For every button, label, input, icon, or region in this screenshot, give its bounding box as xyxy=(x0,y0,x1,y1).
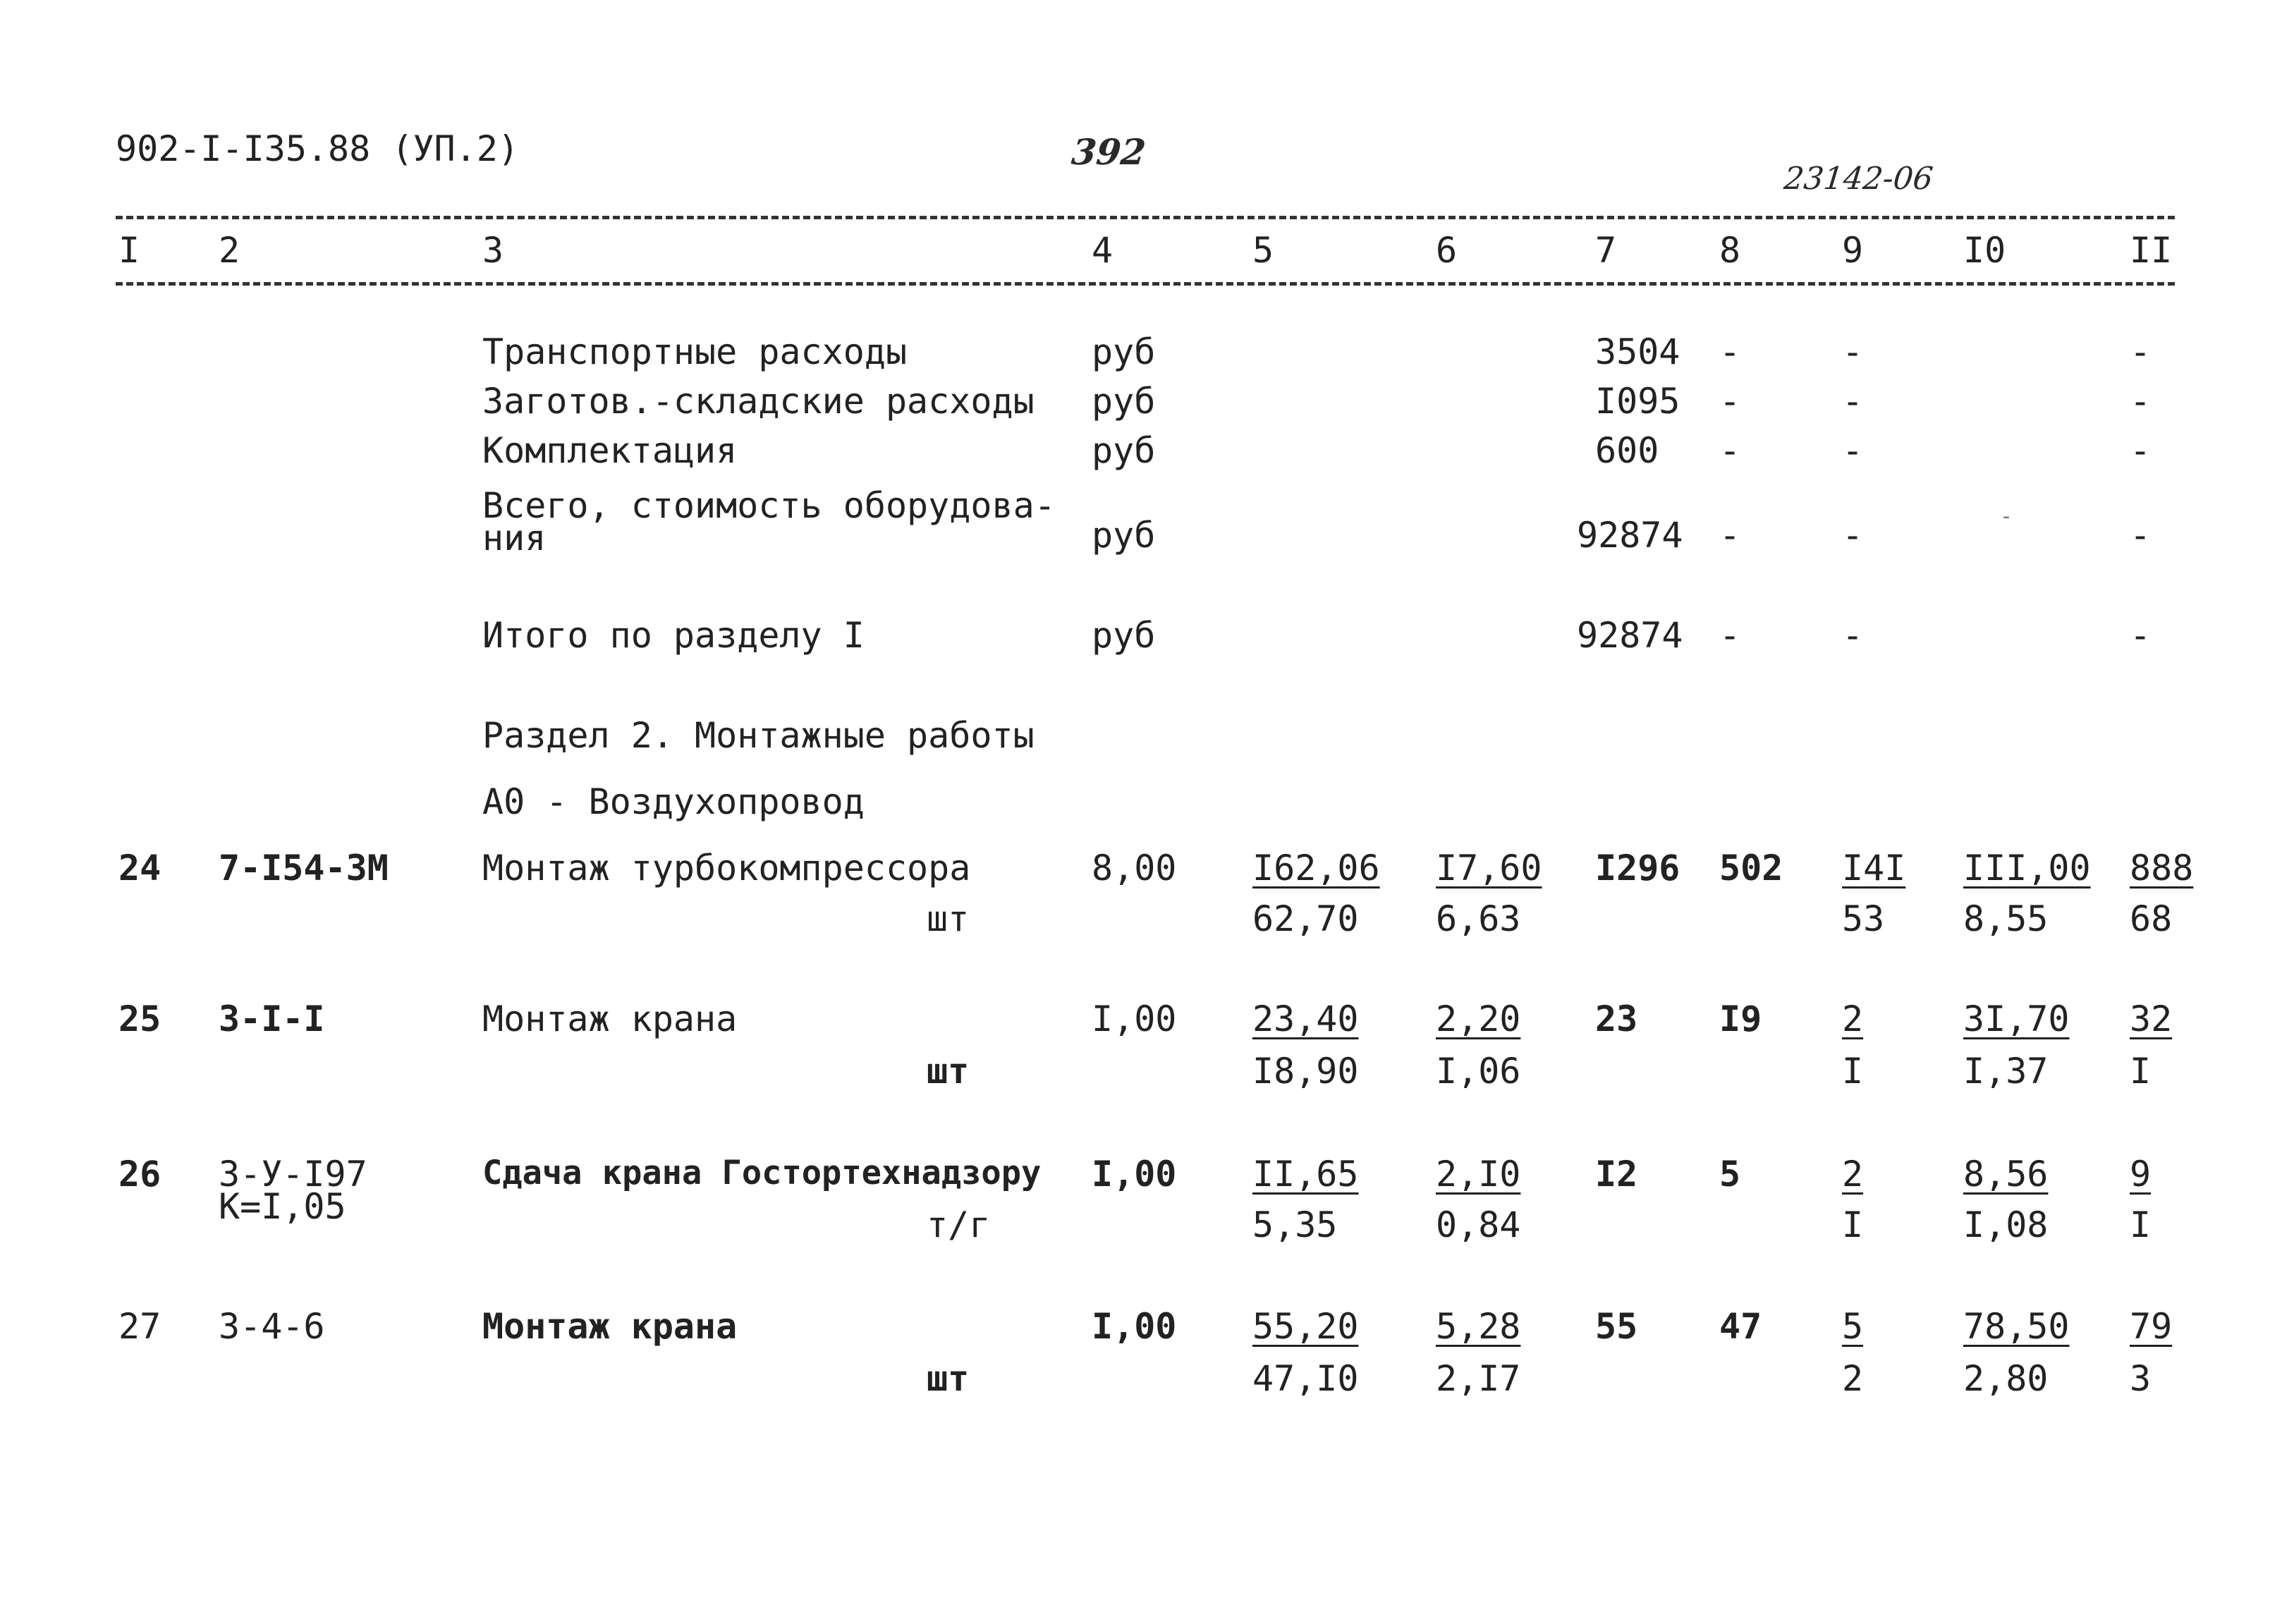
labor-unit: 78,50 xyxy=(1963,1306,2070,1347)
labor-total-machine: 68 xyxy=(2130,898,2173,939)
quantity: I,00 xyxy=(1092,1306,1177,1347)
machine-wages: 0,84 xyxy=(1436,1204,1521,1245)
cost-dash: - xyxy=(2130,515,2152,556)
machine-total-wages: I xyxy=(1842,1204,1864,1245)
cost-dash: - xyxy=(1842,515,1864,556)
cost-name: Всего, стоимость оборудова- xyxy=(482,485,1056,526)
cost-unit: руб xyxy=(1092,331,1156,372)
labor-unit: 3I,70 xyxy=(1963,999,2070,1039)
labor-unit-machine: 2,80 xyxy=(1963,1358,2049,1399)
total-cost: 23 xyxy=(1595,999,1638,1039)
cost-unit: руб xyxy=(1092,515,1156,556)
unit-cost-wages: 5,35 xyxy=(1252,1204,1338,1245)
labor-unit: III,00 xyxy=(1963,848,2091,889)
labor-unit: 8,56 xyxy=(1963,1154,2049,1195)
machine-total: 5 xyxy=(1842,1306,1864,1347)
row-number: 25 xyxy=(118,999,161,1039)
cost-dash: - xyxy=(1719,615,1741,656)
cost-value: 3504 xyxy=(1595,331,1680,372)
column-header: 7 xyxy=(1595,230,1617,271)
cost-value: 92874 xyxy=(1577,515,1683,556)
section-title: Раздел 2. Монтажные работы xyxy=(482,715,1035,756)
column-header: II xyxy=(2130,230,2173,271)
unit: шт xyxy=(927,898,970,939)
machine-total-wages: 53 xyxy=(1842,898,1885,939)
cost-dash: - xyxy=(1842,331,1864,372)
work-name: Монтаж крана xyxy=(482,1306,738,1347)
section-total-label: Итого по разделу I xyxy=(482,615,865,656)
cost-name: Транспортные расходы xyxy=(482,331,908,372)
cost-dash: - xyxy=(1719,515,1741,556)
labor-total-machine: I xyxy=(2130,1051,2152,1092)
cost-value: 92874 xyxy=(1577,615,1683,656)
unit-cost-total: 55,20 xyxy=(1252,1306,1359,1347)
cost-dash: - xyxy=(1842,615,1864,656)
norm-code: 3-У-I97 xyxy=(219,1154,367,1195)
header-bottom-rule xyxy=(116,282,2175,286)
machine-total: 2 xyxy=(1842,1154,1864,1195)
cost-name: Заготов.-складские расходы xyxy=(482,381,1035,422)
unit-cost-wages: 47,I0 xyxy=(1252,1358,1359,1399)
machine-wages: I,06 xyxy=(1436,1051,1521,1092)
machine-total-wages: I xyxy=(1842,1051,1864,1092)
total-cost: 55 xyxy=(1595,1306,1638,1347)
unit-cost-wages: 62,70 xyxy=(1252,898,1359,939)
cost-value: 600 xyxy=(1595,430,1659,471)
total-wages: 47 xyxy=(1719,1306,1762,1347)
labor-total: 32 xyxy=(2130,999,2173,1039)
cost-dash: - xyxy=(2130,381,2152,422)
unit-cost-total: I62,06 xyxy=(1252,848,1380,889)
labor-total: 79 xyxy=(2130,1306,2173,1347)
cost-dash: - xyxy=(1719,381,1741,422)
machine-cost: 5,28 xyxy=(1436,1306,1521,1347)
work-name: Монтаж турбокомпрессора xyxy=(482,848,971,889)
total-cost: I296 xyxy=(1595,848,1680,889)
column-header: I xyxy=(118,230,140,271)
machine-total: I4I xyxy=(1842,848,1906,889)
work-name: Сдача крана Гостортехнадзору xyxy=(482,1154,1042,1192)
cost-dash: - xyxy=(2130,615,2152,656)
quantity: 8,00 xyxy=(1092,848,1177,889)
cost-dash: - xyxy=(2130,430,2152,471)
unit: шт xyxy=(927,1051,970,1092)
column-header: 4 xyxy=(1092,230,1113,271)
total-wages: I9 xyxy=(1719,999,1762,1039)
header-top-rule xyxy=(116,216,2175,219)
machine-total-wages: 2 xyxy=(1842,1358,1864,1399)
column-header: 5 xyxy=(1252,230,1274,271)
page-number: 392 xyxy=(1069,131,1148,173)
norm-code: 3-4-6 xyxy=(219,1306,325,1347)
document-code: 902-I-I35.88 (УП.2) xyxy=(116,128,519,169)
cost-dash: - xyxy=(1719,331,1741,372)
unit: шт xyxy=(927,1358,970,1399)
machine-wages: 6,63 xyxy=(1436,898,1521,939)
row-number: 27 xyxy=(118,1306,161,1347)
labor-total-machine: 3 xyxy=(2130,1358,2152,1399)
unit-cost-total: II,65 xyxy=(1252,1154,1359,1195)
unit-cost-total: 23,40 xyxy=(1252,999,1359,1039)
unit-cost-wages: I8,90 xyxy=(1252,1051,1359,1092)
labor-unit-machine: 8,55 xyxy=(1963,898,2049,939)
subsection-title: А0 - Воздухопровод xyxy=(482,781,865,822)
column-header: 2 xyxy=(219,230,240,271)
labor-total: 888 xyxy=(2130,848,2194,889)
total-cost: I2 xyxy=(1595,1154,1638,1195)
unit: т/г xyxy=(927,1204,991,1245)
machine-cost: I7,60 xyxy=(1436,848,1542,889)
cost-unit: руб xyxy=(1092,381,1156,422)
labor-unit-machine: I,08 xyxy=(1963,1204,2049,1245)
column-header: 9 xyxy=(1842,230,1864,271)
cost-unit: руб xyxy=(1092,430,1156,471)
row-number: 26 xyxy=(118,1154,161,1195)
faint-dash: - xyxy=(2000,504,2013,529)
cost-dash: - xyxy=(1842,381,1864,422)
labor-total-machine: I xyxy=(2130,1204,2152,1245)
machine-total: 2 xyxy=(1842,999,1864,1039)
norm-code: 3-I-I xyxy=(219,999,325,1039)
column-header: 3 xyxy=(482,230,504,271)
column-header: 6 xyxy=(1436,230,1458,271)
total-wages: 502 xyxy=(1719,848,1783,889)
labor-total: 9 xyxy=(2130,1154,2152,1195)
cost-name: Комплектация xyxy=(482,430,738,471)
norm-coefficient: К=I,05 xyxy=(219,1186,346,1227)
cost-dash: - xyxy=(1842,430,1864,471)
total-wages: 5 xyxy=(1719,1154,1741,1195)
machine-wages: 2,I7 xyxy=(1436,1358,1521,1399)
cost-unit: руб xyxy=(1092,615,1156,656)
cost-value: I095 xyxy=(1595,381,1680,422)
quantity: I,00 xyxy=(1092,999,1177,1039)
inventory-number: 23142-06 xyxy=(1782,161,1935,197)
machine-cost: 2,20 xyxy=(1436,999,1521,1039)
labor-unit-machine: I,37 xyxy=(1963,1051,2049,1092)
machine-cost: 2,I0 xyxy=(1436,1154,1521,1195)
column-header: I0 xyxy=(1963,230,2006,271)
cost-dash: - xyxy=(1719,430,1741,471)
quantity: I,00 xyxy=(1092,1154,1177,1195)
cost-dash: - xyxy=(2130,331,2152,372)
cost-name-continued: ния xyxy=(482,518,547,558)
column-header: 8 xyxy=(1719,230,1741,271)
norm-code: 7-I54-3M xyxy=(219,848,389,889)
row-number: 24 xyxy=(118,848,161,889)
work-name: Монтаж крана xyxy=(482,999,738,1039)
